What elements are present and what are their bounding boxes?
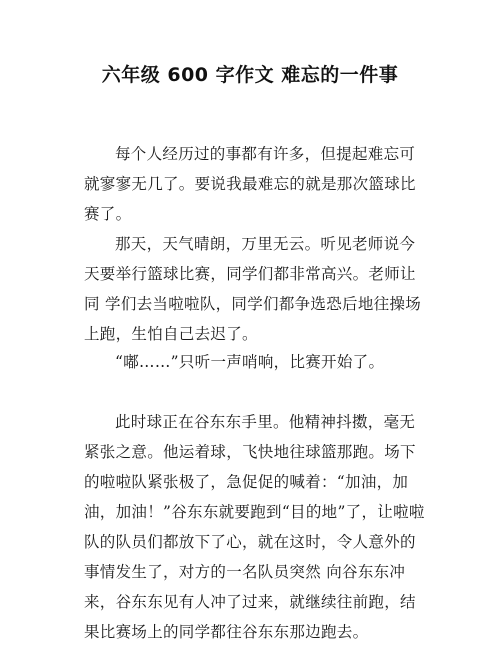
paragraph-1: 每个人经历过的事都有许多，但提起难忘可就寥寥无几了。要说我最难忘的就是那次篮球比赛了。: [84, 145, 416, 223]
document-title: 六年级 600 字作文 难忘的一件事: [101, 64, 399, 86]
paragraph-3: “嘟……”只听一声哨响，比赛开始了。: [115, 353, 385, 371]
paragraph-2: 那天，天气晴朗，万里无云。听见老师说今天要举行篮球比赛，同学们都非常高兴。老师让同 学们去当啦啦队，同学们都争选恐后地往操场上跑，生怕自己去迟了。: [84, 235, 422, 343]
paragraph-4: 此时球正在谷东东手里。他精神抖擞，毫无紧张之意。他运着球，飞快地往球篮那跑。场下的啦啦队紧张极了，急促促的喊着：“加油，加油，加油！”谷东东就要跑到“目的地”了，让啦啦队的队员们都放下了心，就在这时，令人意外的事情发生了，对方的一名队员突然 向谷东东冲来，谷东东见有人冲了过来，就继续往前跑，结果比赛场上的同学都往谷东东那边跑去。: [84, 413, 425, 641]
